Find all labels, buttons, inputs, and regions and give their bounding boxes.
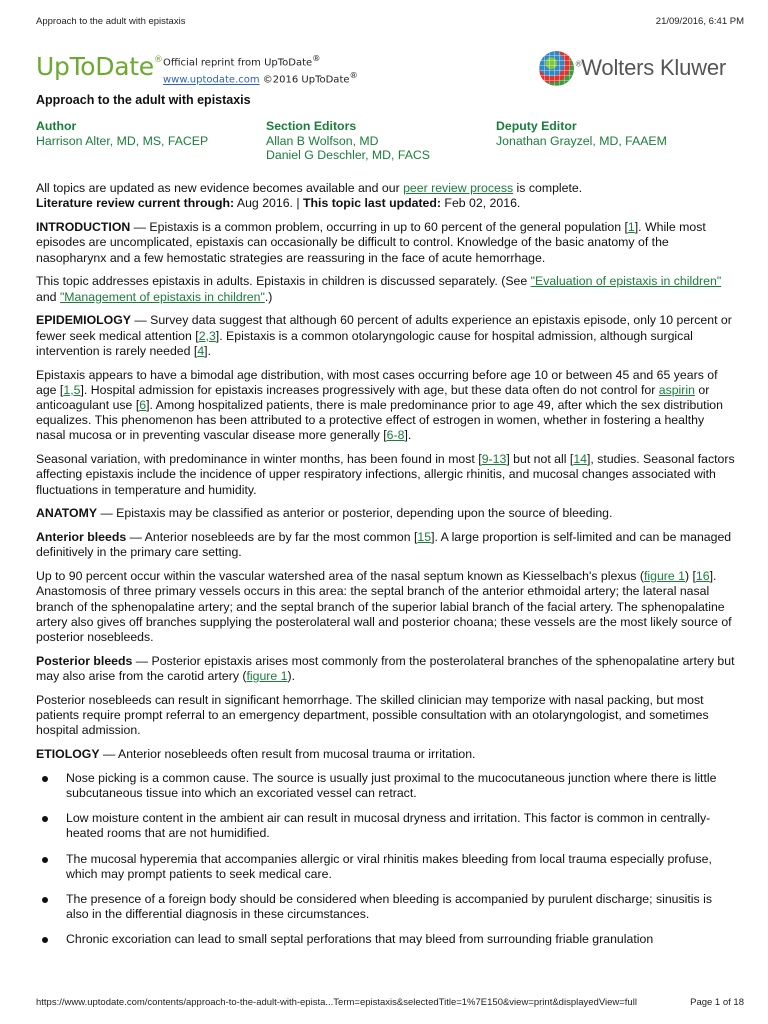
peer-review-link[interactable]: peer review process: [403, 180, 514, 195]
paragraph-text: ].: [204, 343, 212, 358]
section-heading-introduction: INTRODUCTION: [36, 220, 131, 235]
paragraph-text: ]. A large proportion is self-limited and can be managed definitively in the primary care setting.: [36, 530, 732, 560]
print-footer-page: Page 1 of 18: [690, 997, 744, 1008]
print-header-title: Approach to the adult with epistaxis: [36, 16, 186, 27]
paragraph-text: — Anterior nosebleeds often result from mucosal trauma or irritation.: [99, 746, 476, 761]
reference-link[interactable]: 1: [627, 220, 635, 235]
print-header-datetime: 21/09/2016, 6:41 PM: [655, 16, 744, 27]
wolters-kluwer-mark: ®: [575, 59, 582, 69]
paragraph-text: ) [: [684, 569, 696, 584]
reference-link[interactable]: 14: [573, 452, 587, 467]
wolters-kluwer-logo: [539, 50, 726, 86]
literature-review-date: Aug 2016. |: [234, 195, 303, 210]
reference-link[interactable]: 16: [695, 569, 710, 584]
uptodate-logo[interactable]: [36, 52, 163, 81]
author-name[interactable]: Harrison Alter, MD, MS, FACEP: [36, 133, 209, 148]
last-updated-date: Feb 02, 2016.: [441, 195, 521, 210]
paragraph-text: ].: [404, 428, 412, 443]
deputy-editor-heading: Deputy Editor: [496, 119, 577, 134]
paragraph-text: .): [264, 289, 273, 304]
reference-link[interactable]: 1,5: [63, 382, 81, 397]
author-heading: Author: [36, 119, 77, 134]
paragraph-text: ]. Hospital admission for epistaxis increases progressively with age, but these data often do not control for: [80, 382, 659, 397]
contributors: [36, 119, 736, 163]
paragraph-age-distribution: [36, 368, 736, 444]
figure-link[interactable]: figure 1: [246, 668, 288, 683]
literature-review-label: Literature review current through:: [36, 195, 235, 210]
section-editor-name[interactable]: Daniel G Deschler, MD, FACS: [266, 148, 431, 163]
etiology-list: [36, 771, 736, 948]
update-text: All topics are updated as new evidence becomes available and our: [36, 180, 404, 195]
paragraph-posterior-bleeds: [36, 654, 736, 684]
paragraph-anatomy: [36, 506, 736, 521]
list-item: The presence of a foreign body should be considered when bleeding is accompanied by purulent discharge; sinusitis is also in the differential diagnosis in these circumstances.: [36, 892, 736, 922]
author-column: [36, 119, 266, 163]
uptodate-logo-reg: ®: [153, 55, 163, 65]
reference-link[interactable]: 6: [139, 397, 147, 412]
reprint-line: Official reprint from UpToDate: [163, 57, 313, 69]
paragraph-seasonal: [36, 452, 736, 498]
list-item: Low moisture content in the ambient air can result in mucosal dryness and irritation. This factor is common in centrally-heated rooms that are not humidified.: [36, 811, 736, 841]
update-notice: [36, 181, 736, 211]
subheading-anterior-bleeds: Anterior bleeds: [36, 530, 127, 545]
paragraph-text: — Epistaxis may be classified as anterior or posterior, depending upon the source of bleeding.: [97, 506, 613, 521]
section-editors-column: [266, 119, 496, 163]
paragraph-text: Up to 90 percent occur within the vascular watershed area of the nasal septum known as Kiesselbach's plexus (: [36, 569, 644, 584]
paragraph-text: and: [36, 289, 60, 304]
reprint-copyright: ©2016 UpToDate: [259, 74, 350, 86]
paragraph-posterior-hemorrhage: [36, 693, 736, 739]
paragraph-text: — Epistaxis is a common problem, occurring in up to 60 percent of the general population [: [130, 220, 628, 235]
paragraph-text: — Anterior nosebleeds are by far the most common [: [126, 530, 418, 545]
paragraph-epidemiology: [36, 313, 736, 359]
paragraph-text: ], studies. Seasonal factors affecting epistaxis include the incidence of upper respiratory infections, allergic rhinitis, and mucosal changes associated with fluctuations in temperature and humidity.: [36, 452, 735, 497]
paragraph-introduction: [36, 220, 736, 266]
reference-link[interactable]: 6-8: [386, 428, 405, 443]
article-title: Approach to the adult with epistaxis: [36, 93, 251, 107]
paragraph-text: ]. Among hospitalized patients, there is male predominance prior to age 49, after which the sex distribution equalizes. This phenomenon has been attributed to a protective effect of estrogen in women, whether in fostering a healthy nasal mucosa or in preventing vascular disease more generally [: [36, 397, 723, 443]
paragraph-text: ] but not all [: [506, 452, 574, 467]
reference-link[interactable]: 9-13: [481, 452, 507, 467]
paragraph-text: Seasonal variation, with predominance in winter months, has been found in most [: [36, 452, 482, 467]
brand-row: [36, 50, 744, 90]
uptodate-url-link[interactable]: www.uptodate.com: [163, 74, 260, 86]
topic-link-management-children[interactable]: "Management of epistaxis in children": [59, 289, 265, 304]
section-heading-epidemiology: EPIDEMIOLOGY: [36, 313, 131, 328]
reference-link[interactable]: 4: [197, 343, 205, 358]
paragraph-text: or anticoagulant use [: [36, 382, 710, 412]
paragraph-text: This topic addresses epistaxis in adults. Epistaxis in children is discussed separately. (See: [36, 274, 531, 289]
section-heading-anatomy: ANATOMY: [36, 506, 98, 521]
paragraph-etiology: [36, 747, 736, 762]
print-footer: [36, 997, 744, 1011]
update-text: is complete.: [513, 180, 583, 195]
print-footer-url: https://www.uptodate.com/contents/approach-to-the-adult-with-epista...Term=epistaxis&selectedTitle=1%7E150&view=print&displayedView=full: [36, 997, 637, 1008]
last-updated-label: This topic last updated:: [303, 195, 442, 210]
reference-link[interactable]: 15: [417, 530, 432, 545]
print-header: [36, 16, 744, 30]
reprint-reg: ®: [312, 53, 321, 63]
topic-link-evaluation-children[interactable]: "Evaluation of epistaxis in children": [530, 274, 722, 289]
wolters-kluwer-name: Wolters Kluwer: [581, 55, 726, 80]
paragraph-kiesselbach: [36, 569, 736, 645]
figure-link[interactable]: figure 1: [643, 569, 685, 584]
paragraph-text: ).: [287, 668, 296, 683]
reference-link[interactable]: 2,3: [198, 328, 216, 343]
reprint-reg-2: ®: [349, 70, 358, 81]
paragraph-text: ]. While most episodes are uncomplicated, epistaxis can occasionally be difficult to control. Knowledge of the basic anatomy of the nasopharynx and a few hemostatic strategies are reassuring in the face of acute hemorrhage.: [36, 220, 706, 265]
subheading-posterior-bleeds: Posterior bleeds: [36, 653, 133, 668]
section-heading-etiology: ETIOLOGY: [36, 746, 100, 761]
deputy-editor-name[interactable]: Jonathan Grayzel, MD, FAAEM: [496, 133, 667, 148]
paragraph-text: — Posterior epistaxis arises most commonly from the posterolateral branches of the sphenopalatine artery but may also arise from the carotid artery (: [36, 653, 735, 683]
section-editors-heading: Section Editors: [266, 119, 357, 134]
list-item: The mucosal hyperemia that accompanies allergic or viral rhinitis makes bleeding from local trauma especially profuse, which may prompt patients to seek medical care.: [36, 852, 736, 882]
paragraph-text: Posterior nosebleeds can result in significant hemorrhage. The skilled clinician may temporize with nasal packing, but most patients require prompt referral to an emergency department, possible consultation with an otolaryngologist, and sometimes hospital admission.: [36, 692, 709, 738]
wolters-kluwer-globe-icon: [539, 51, 574, 86]
deputy-editor-column: [496, 119, 736, 163]
paragraph-text: ]. Anastomosis of three primary vessels occurs in this area: the septal branch of the anterior ethmoidal artery; the lateral nasal branch of the sphenopalatine artery; and the septal branch of the superior labial branch of the facial artery. The sphenopalatine artery also gives off branches supplying the posterolateral wall and posterior choana; these vessels are the most likely source of posterior nosebleeds.: [36, 569, 732, 644]
paragraph-anterior-bleeds: [36, 530, 736, 560]
paragraph-text: — Survey data suggest that although 60 percent of adults experience an epistaxis episode, only 10 percent or fewer seek medical attention [: [36, 313, 732, 343]
reprint-notice: [163, 52, 358, 87]
paragraph-text: ]. Epistaxis is a common otolaryngologic cause for hospital admission, although surgical intervention is rarely needed [: [36, 328, 693, 358]
paragraph-scope: [36, 274, 736, 304]
list-item: Nose picking is a common cause. The source is usually just proximal to the mucocutaneous junction where there is little subcutaneous tissue into which an excoriated vessel can retract.: [36, 771, 736, 801]
article: [36, 93, 736, 948]
section-editor-name[interactable]: Allan B Wolfson, MD: [266, 133, 379, 148]
drug-link-aspirin[interactable]: aspirin: [658, 382, 695, 397]
paragraph-text: Epistaxis appears to have a bimodal age distribution, with most cases occurring before age 10 or between 45 and 65 years of age [: [36, 367, 718, 397]
list-item: Chronic excoriation can lead to small septal perforations that may bleed from surrounding friable granulation: [36, 932, 736, 947]
uptodate-logo-text: UpToDate: [36, 52, 154, 81]
